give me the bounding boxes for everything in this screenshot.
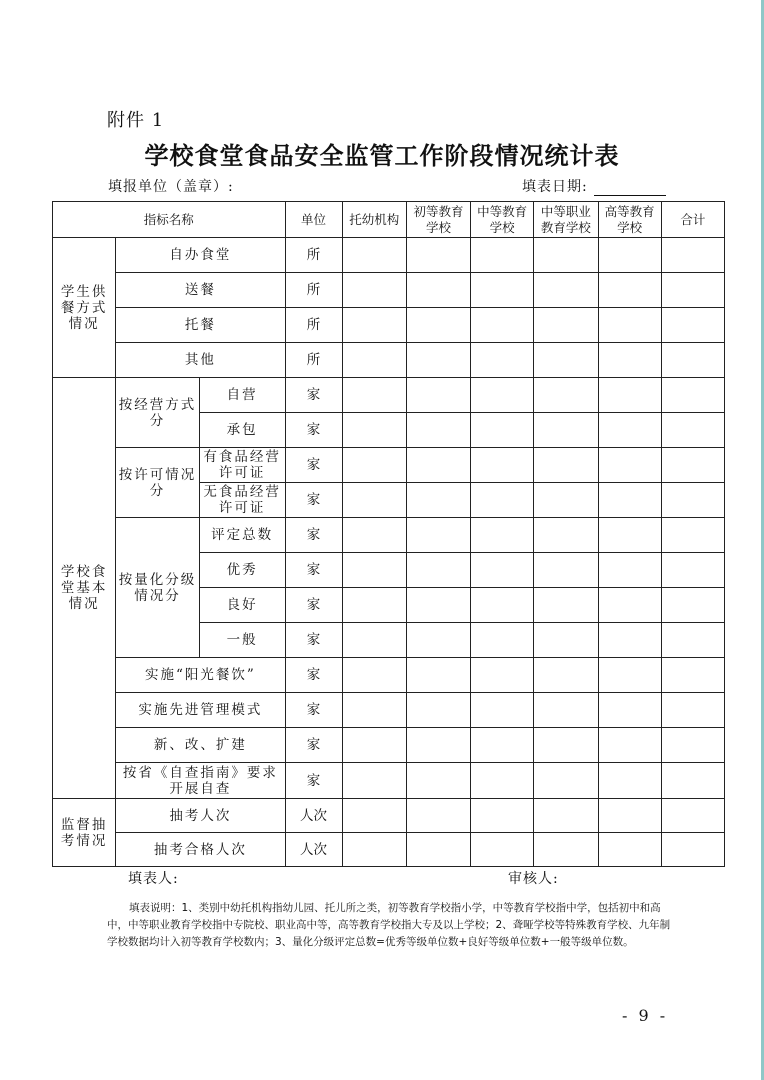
value-cell[interactable] [534, 308, 598, 343]
value-cell[interactable] [342, 833, 406, 867]
value-cell[interactable] [661, 308, 724, 343]
value-cell[interactable] [661, 378, 724, 413]
row-unit: 人次 [285, 799, 342, 833]
value-cell[interactable] [534, 693, 598, 728]
row-unit: 人次 [285, 833, 342, 867]
row-label: 实施“阳光餐饮” [116, 658, 285, 693]
table-row [53, 343, 725, 378]
row-label: 无食品经营许可证 [199, 483, 285, 518]
value-cell[interactable] [471, 343, 534, 378]
value-cell[interactable] [598, 343, 661, 378]
header-col-secondary: 中等教育学校 [471, 202, 534, 238]
value-cell[interactable] [406, 518, 470, 553]
value-cell[interactable] [471, 273, 534, 308]
row-label: 一般 [199, 623, 285, 658]
row-label: 优秀 [199, 553, 285, 588]
fill-date-label: 填表日期: [522, 179, 588, 195]
value-cell[interactable] [661, 588, 724, 623]
value-cell[interactable] [406, 833, 470, 867]
value-cell[interactable] [661, 728, 724, 763]
value-cell[interactable] [406, 693, 470, 728]
row-label: 托餐 [116, 308, 285, 343]
value-cell[interactable] [598, 693, 661, 728]
row-label: 抽考合格人次 [116, 833, 285, 867]
value-cell[interactable] [598, 413, 661, 448]
value-cell[interactable] [342, 799, 406, 833]
table-row [53, 658, 725, 693]
value-cell[interactable] [342, 483, 406, 518]
value-cell[interactable] [471, 553, 534, 588]
value-cell[interactable] [534, 623, 598, 658]
value-cell[interactable] [534, 448, 598, 483]
value-cell[interactable] [598, 833, 661, 867]
value-cell[interactable] [342, 413, 406, 448]
row-unit: 家 [285, 448, 342, 483]
row-unit: 家 [285, 483, 342, 518]
value-cell[interactable] [406, 483, 470, 518]
value-cell[interactable] [342, 693, 406, 728]
filler-label: 填表人: [128, 871, 179, 887]
reviewer-label: 审核人: [508, 871, 559, 887]
row-unit: 家 [285, 588, 342, 623]
value-cell[interactable] [598, 623, 661, 658]
table-row [53, 763, 725, 799]
subgroup-label-grading: 按量化分级情况分 [116, 518, 200, 658]
table-row [53, 693, 725, 728]
value-cell[interactable] [534, 588, 598, 623]
value-cell[interactable] [342, 623, 406, 658]
group-label-inspect: 监督抽考情况 [53, 799, 116, 867]
value-cell[interactable] [661, 273, 724, 308]
value-cell[interactable] [598, 588, 661, 623]
value-cell[interactable] [534, 833, 598, 867]
value-cell[interactable] [342, 588, 406, 623]
header-col-higher: 高等教育学校 [598, 202, 661, 238]
value-cell[interactable] [534, 518, 598, 553]
row-unit: 家 [285, 413, 342, 448]
row-unit: 家 [285, 378, 342, 413]
value-cell[interactable] [471, 588, 534, 623]
row-unit: 所 [285, 238, 342, 273]
value-cell[interactable] [534, 763, 598, 799]
value-cell[interactable] [534, 238, 598, 273]
value-cell[interactable] [471, 623, 534, 658]
value-cell[interactable] [598, 553, 661, 588]
value-cell[interactable] [661, 623, 724, 658]
value-cell[interactable] [534, 658, 598, 693]
row-label: 有食品经营许可证 [199, 448, 285, 483]
header-row [53, 202, 725, 238]
row-label: 新、改、扩建 [116, 728, 285, 763]
fill-unit-label: 填报单位（盖章）: [108, 179, 234, 195]
header-col-primary: 初等教育学校 [406, 202, 470, 238]
row-label: 送餐 [116, 273, 285, 308]
value-cell[interactable] [471, 483, 534, 518]
value-cell[interactable] [598, 728, 661, 763]
row-unit: 家 [285, 763, 342, 799]
header-indicator: 指标名称 [53, 202, 286, 238]
row-label: 自办食堂 [116, 238, 285, 273]
value-cell[interactable] [661, 483, 724, 518]
value-cell[interactable] [406, 623, 470, 658]
value-cell[interactable] [534, 413, 598, 448]
value-cell[interactable] [661, 448, 724, 483]
value-cell[interactable] [598, 799, 661, 833]
header-col-kindergarten: 托幼机构 [342, 202, 406, 238]
header-col-vocational: 中等职业教育学校 [534, 202, 598, 238]
value-cell[interactable] [598, 448, 661, 483]
value-cell[interactable] [342, 448, 406, 483]
row-unit: 所 [285, 343, 342, 378]
table-row [53, 448, 725, 483]
table-row [53, 833, 725, 867]
fill-instructions: 填表说明：1、类别中幼托机构指幼儿园、托儿所之类，初等教育学校指小学，中等教育学校指中学，包括初中和高中，中等职业教育学校指中专院校、职业高中等，高等教育学校指大专及以上学校；2、聋哑学校等特殊教育学校、九年制学校数据均计入初等教育学校数内；3、量化分级评定总数=优秀等级单位数+良好等级单位数+一般等级单位数。 [107, 902, 671, 948]
value-cell[interactable] [342, 378, 406, 413]
value-cell[interactable] [598, 658, 661, 693]
row-label: 其他 [116, 343, 285, 378]
row-unit: 家 [285, 623, 342, 658]
table-row [53, 728, 725, 763]
value-cell[interactable] [534, 728, 598, 763]
date-blank-line [594, 181, 666, 196]
row-label: 抽考人次 [116, 799, 285, 833]
row-unit: 家 [285, 518, 342, 553]
value-cell[interactable] [598, 483, 661, 518]
value-cell[interactable] [406, 588, 470, 623]
value-cell[interactable] [406, 238, 470, 273]
value-cell[interactable] [661, 658, 724, 693]
value-cell[interactable] [471, 518, 534, 553]
table-row [53, 799, 725, 833]
value-cell[interactable] [471, 378, 534, 413]
header-col-total: 合计 [661, 202, 724, 238]
value-cell[interactable] [661, 238, 724, 273]
row-label: 良好 [199, 588, 285, 623]
value-cell[interactable] [661, 693, 724, 728]
row-label: 承包 [199, 413, 285, 448]
value-cell[interactable] [471, 448, 534, 483]
row-label: 实施先进管理模式 [116, 693, 285, 728]
value-cell[interactable] [471, 308, 534, 343]
value-cell[interactable] [598, 273, 661, 308]
value-cell[interactable] [534, 343, 598, 378]
value-cell[interactable] [406, 728, 470, 763]
value-cell[interactable] [661, 799, 724, 833]
value-cell[interactable] [342, 273, 406, 308]
page-number: - 9 - [622, 1006, 669, 1025]
value-cell[interactable] [406, 378, 470, 413]
value-cell[interactable] [534, 378, 598, 413]
subgroup-label-license: 按许可情况分 [116, 448, 200, 518]
row-label: 评定总数 [199, 518, 285, 553]
value-cell[interactable] [598, 238, 661, 273]
value-cell[interactable] [534, 553, 598, 588]
value-cell[interactable] [661, 763, 724, 799]
value-cell[interactable] [471, 413, 534, 448]
value-cell[interactable] [406, 413, 470, 448]
value-cell[interactable] [471, 833, 534, 867]
row-label: 自营 [199, 378, 285, 413]
value-cell[interactable] [342, 728, 406, 763]
value-cell[interactable] [471, 728, 534, 763]
value-cell[interactable] [661, 413, 724, 448]
value-cell[interactable] [342, 343, 406, 378]
value-cell[interactable] [342, 308, 406, 343]
header-unit: 单位 [285, 202, 342, 238]
value-cell[interactable] [534, 799, 598, 833]
value-cell[interactable] [471, 238, 534, 273]
value-cell[interactable] [598, 763, 661, 799]
group-label-supply: 学生供餐方式情况 [53, 238, 116, 378]
row-unit: 家 [285, 693, 342, 728]
value-cell[interactable] [342, 518, 406, 553]
subgroup-label-operation: 按经营方式分 [116, 378, 200, 448]
value-cell[interactable] [406, 448, 470, 483]
statistics-table [52, 201, 725, 867]
row-label: 按省《自查指南》要求开展自查 [116, 763, 285, 799]
document-title: 学校食堂食品安全监管工作阶段情况统计表 [144, 141, 620, 170]
value-cell[interactable] [661, 518, 724, 553]
row-unit: 家 [285, 728, 342, 763]
row-unit: 家 [285, 553, 342, 588]
value-cell[interactable] [598, 378, 661, 413]
value-cell[interactable] [661, 343, 724, 378]
value-cell[interactable] [598, 518, 661, 553]
value-cell[interactable] [342, 238, 406, 273]
value-cell[interactable] [406, 553, 470, 588]
row-unit: 所 [285, 308, 342, 343]
value-cell[interactable] [406, 763, 470, 799]
value-cell[interactable] [471, 799, 534, 833]
value-cell[interactable] [534, 273, 598, 308]
value-cell[interactable] [406, 308, 470, 343]
table-row [53, 273, 725, 308]
value-cell[interactable] [406, 343, 470, 378]
value-cell[interactable] [342, 658, 406, 693]
group-label-basic: 学校食堂基本情况 [53, 378, 116, 799]
table-row [53, 308, 725, 343]
value-cell[interactable] [598, 308, 661, 343]
value-cell[interactable] [406, 799, 470, 833]
value-cell[interactable] [471, 763, 534, 799]
table-row [53, 378, 725, 413]
value-cell[interactable] [534, 483, 598, 518]
value-cell[interactable] [661, 833, 724, 867]
value-cell[interactable] [342, 763, 406, 799]
table-row [53, 238, 725, 273]
value-cell[interactable] [661, 553, 724, 588]
value-cell[interactable] [471, 658, 534, 693]
attachment-label: 附件 1 [107, 110, 165, 131]
value-cell[interactable] [406, 658, 470, 693]
value-cell[interactable] [342, 553, 406, 588]
fill-date-field [522, 176, 666, 196]
row-unit: 家 [285, 658, 342, 693]
row-unit: 所 [285, 273, 342, 308]
value-cell[interactable] [406, 273, 470, 308]
table-row [53, 518, 725, 553]
value-cell[interactable] [471, 693, 534, 728]
